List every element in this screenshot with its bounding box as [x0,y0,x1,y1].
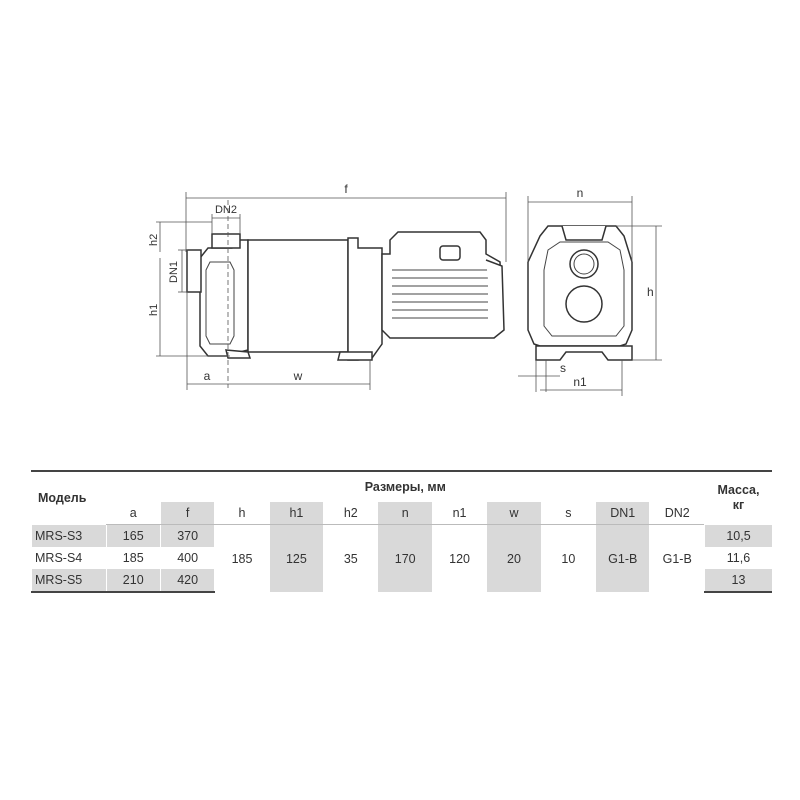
front-view [518,186,662,396]
col-header-n: n [378,502,432,525]
cell-n: 170 [378,525,432,593]
front-feet [536,346,632,360]
mass-header-line1: Масса, [717,483,760,498]
cell-h1: 125 [269,525,323,593]
cell-h2: 35 [324,525,378,593]
motor-flange [348,238,382,360]
col-header-dn1: DN1 [596,502,650,525]
dim-label-a: a [203,369,211,383]
dim-s [518,360,560,392]
dim-label-n: n [576,186,584,200]
cell-s: 10 [541,525,595,593]
dim-dn2 [212,214,240,234]
front-suction-circle [566,286,602,322]
cell-n1: 120 [432,525,486,593]
cell-dn2: G1-B [650,525,705,593]
dim-label-dn1: DN1 [168,260,180,283]
cell-f: 370 [160,525,214,548]
col-header-h1: h1 [269,502,323,525]
side-view [148,182,506,390]
mass-header-line2: кг [732,498,745,513]
col-header-f: f [160,502,214,525]
cell-f: 420 [160,569,214,592]
col-header-dn2: DN2 [650,502,705,525]
cell-w: 20 [487,525,541,593]
model-cell: MRS-S4 [32,547,107,569]
cell-a: 185 [106,547,160,569]
model-header: Модель [32,471,107,525]
dim-label-s: s [560,361,566,375]
dim-h2 [156,222,212,252]
dim-label-h2: h2 [148,233,160,246]
terminal-box [440,246,460,260]
col-header-s: s [541,502,595,525]
col-header-n1: n1 [432,502,486,525]
dim-label-n1: n1 [573,375,587,389]
dim-label-f: f [344,182,348,196]
col-header-a: a [106,502,160,525]
front-discharge [562,226,606,240]
mass-header [704,471,772,525]
spec-table [31,470,772,593]
model-cell: MRS-S3 [32,525,107,548]
cell-mass: 13 [704,569,772,592]
model-cell: MRS-S5 [32,569,107,592]
table-row [32,525,773,548]
cell-f: 400 [160,547,214,569]
suction-port [187,250,201,292]
cell-a: 165 [106,525,160,548]
col-header-h: h [215,502,269,525]
cell-a: 210 [106,569,160,592]
dim-label-h1: h1 [148,303,160,316]
cell-dn1: G1-B [596,525,650,593]
cell-h: 185 [215,525,269,593]
pump-body [248,240,348,352]
col-header-h2: h2 [324,502,378,525]
col-header-w: w [487,502,541,525]
cell-mass: 11,6 [704,547,772,569]
dim-label-dn2: DN2 [214,204,238,216]
cell-mass: 10,5 [704,525,772,548]
dim-label-w: w [293,369,303,383]
discharge-port [212,234,240,248]
dims-header: Размеры, мм [106,471,704,502]
dim-label-h: h [647,285,654,299]
